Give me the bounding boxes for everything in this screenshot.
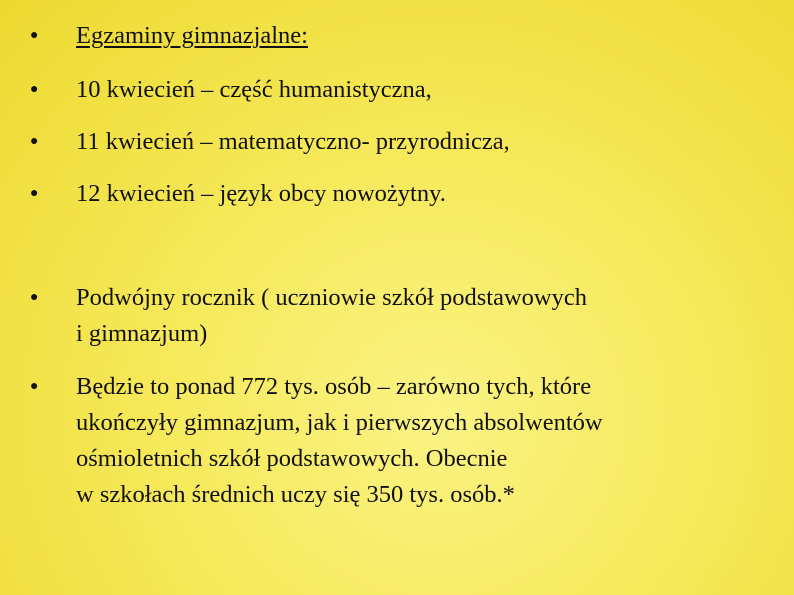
list-item-text: Będzie to ponad 772 tys. osób – zarówno tych, które ukończyły gimnazjum, jak i pierwszych absolwentów ośmioletnich szkół podstawowych. Obecnie w szkołach średnich uczy się 350 tys. osób.* — [76, 373, 603, 508]
list-item-text: 11 kwiecień – matematyczno- przyrodnicza, — [76, 128, 510, 155]
bullet-icon: ● — [30, 290, 39, 305]
bullet-icon: ● — [30, 379, 39, 394]
heading-text: Egzaminy gimnazjalne: — [76, 22, 308, 49]
bullet-icon: ● — [30, 28, 39, 43]
list-item-text: 10 kwiecień – część humanistyczna, — [76, 76, 432, 103]
bullet-icon: ● — [30, 134, 39, 149]
bullet-icon: ● — [30, 186, 39, 201]
list-item-text: Podwójny rocznik ( uczniowie szkół podstawowych i gimnazjum) — [76, 284, 587, 347]
bullet-icon: ● — [30, 82, 39, 97]
list-item-text: 12 kwiecień – język obcy nowożytny. — [76, 180, 446, 207]
